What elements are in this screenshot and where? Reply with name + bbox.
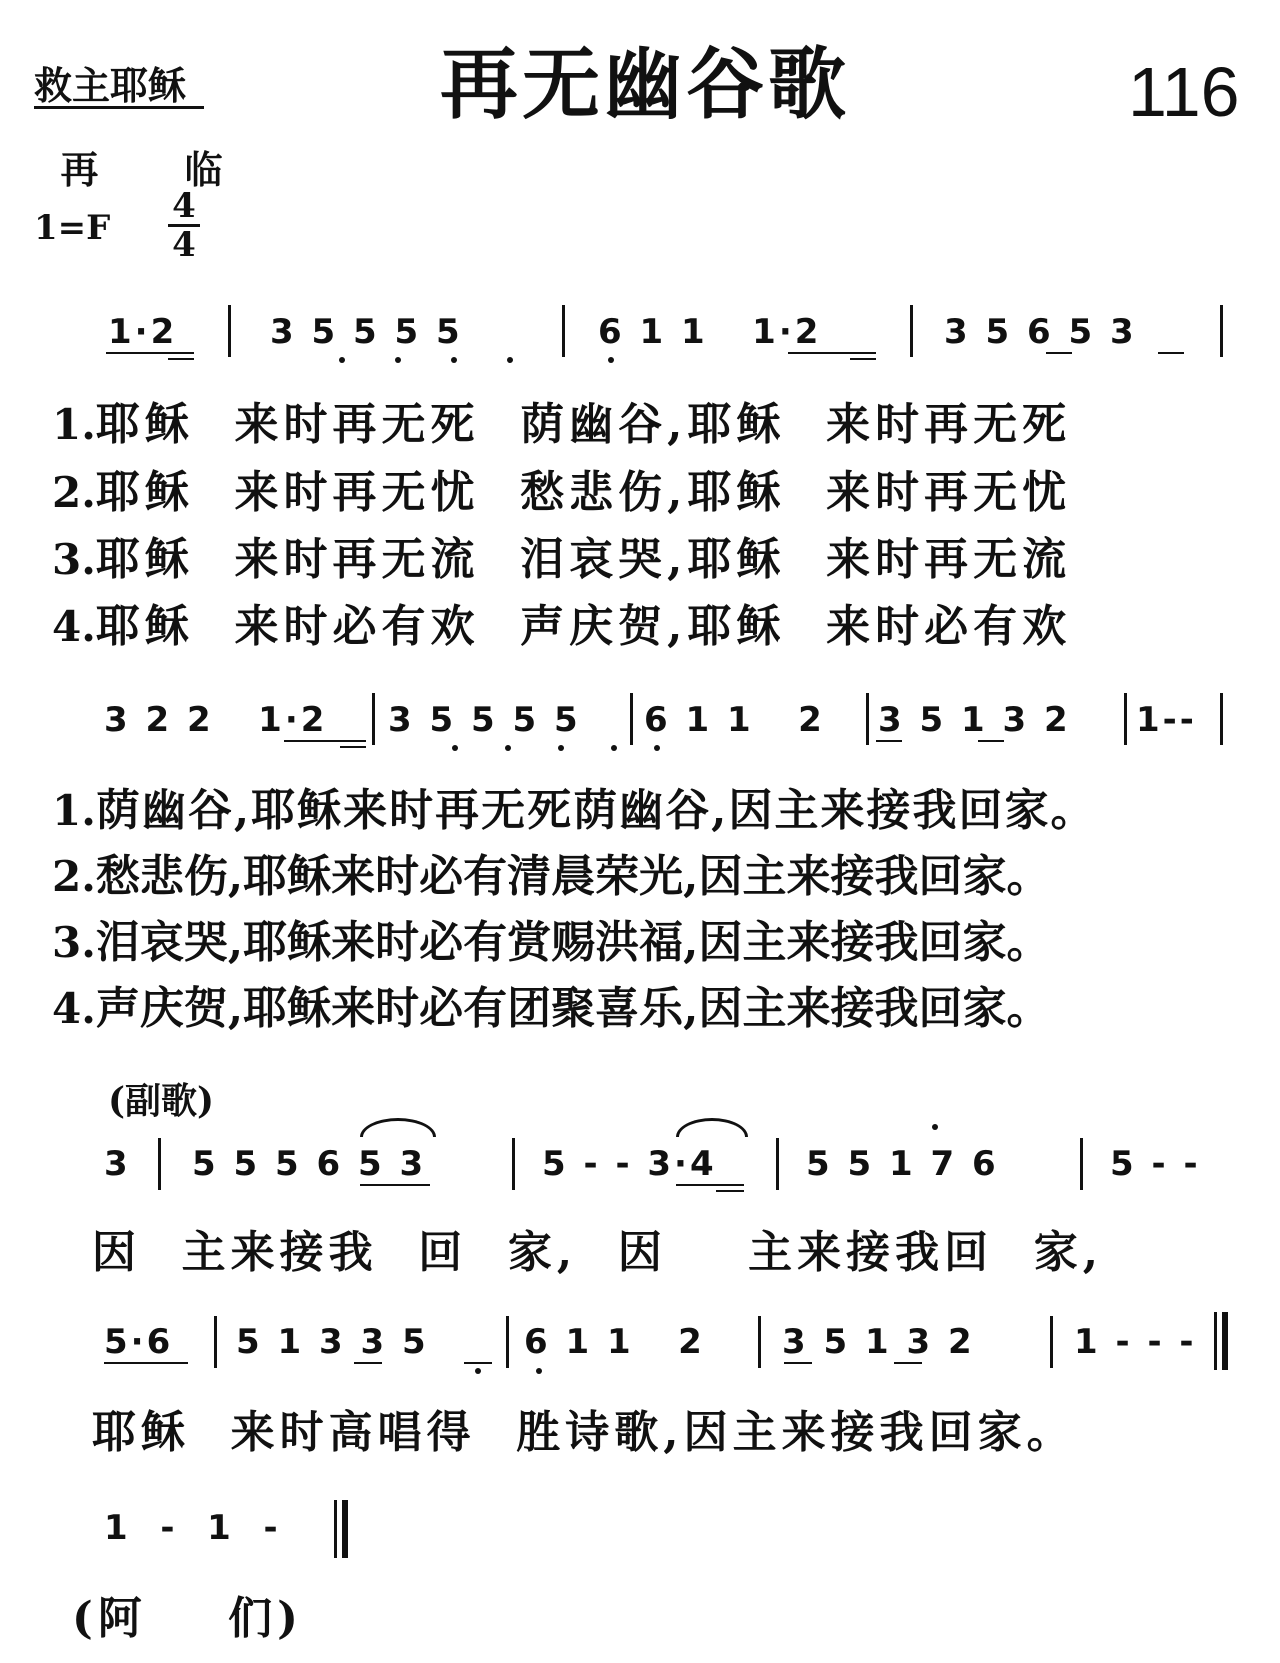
barline — [158, 1138, 161, 1190]
notes-c1-m3: 5 5 1 7 6 — [806, 1144, 999, 1184]
notes-s2-m2: 6 1 1 2 — [644, 700, 825, 740]
notes-c2-m0: 5·6 — [104, 1322, 174, 1362]
notes-c2-m2: 6 1 1 2 — [524, 1322, 705, 1362]
verse-number: 1. — [52, 786, 96, 835]
category-char-2: 临 — [184, 147, 223, 192]
notes-c1-m4: 5 - - — [1110, 1144, 1201, 1184]
low-octave-dot — [654, 745, 660, 751]
beam-line — [360, 1184, 430, 1186]
barline — [776, 1138, 779, 1190]
barline — [866, 693, 869, 745]
low-octave-dot — [395, 357, 401, 363]
beam-line — [354, 1362, 382, 1364]
high-octave-dot — [932, 1124, 938, 1130]
beam-line — [464, 1362, 492, 1364]
low-octave-dot — [505, 745, 511, 751]
verse-text: 耶稣 来时必有欢 声庆贺,耶稣 来时必有欢 — [95, 601, 1072, 652]
barline — [562, 305, 565, 357]
notes-s2-m3: 3 5 1 3 2 — [878, 700, 1071, 740]
notes-s1-m2: 6 1 1 1·2 — [598, 312, 822, 352]
verse-number: 1. — [52, 400, 96, 449]
beam-line — [106, 352, 194, 354]
barline — [512, 1138, 515, 1190]
verse-line — [52, 840, 1051, 904]
beam-line — [716, 1190, 744, 1192]
notes-s2-m4: 1-- — [1136, 700, 1197, 740]
time-signature-top: 4 — [168, 188, 200, 227]
slur — [360, 1118, 436, 1137]
beam-line — [168, 358, 194, 360]
verse-line — [52, 388, 1071, 452]
verse-line — [52, 523, 1071, 587]
slur — [676, 1118, 748, 1137]
beam-line — [850, 358, 876, 360]
low-octave-dot — [475, 1368, 481, 1374]
notes-amen: 1 - 1 - — [104, 1508, 281, 1548]
barline — [214, 1316, 217, 1368]
notes-s1-m0: 1·2 — [108, 312, 178, 352]
verse-text: 耶稣 来时再无流 泪哀哭,耶稣 来时再无流 — [95, 534, 1072, 585]
song-title: 再无幽谷歌 — [440, 39, 851, 130]
low-octave-dot — [536, 1368, 542, 1374]
notes-s1-m1: 3 5 5 5 5 — [270, 312, 463, 352]
chorus-lyric-1: 因 主来接我 回 家, 因 主来接我回 家, — [92, 1227, 1104, 1278]
barline — [758, 1316, 761, 1368]
verse-line — [52, 774, 1097, 838]
barline — [1050, 1316, 1053, 1368]
beam-line — [284, 740, 366, 742]
page-number: 116 — [1128, 53, 1240, 131]
beam-line — [1158, 352, 1184, 354]
notes-c2-m3: 3 5 1 3 2 — [782, 1322, 975, 1362]
beam-line — [340, 746, 366, 748]
category-line-1: 救主耶稣 — [34, 66, 204, 109]
key-signature: 1=F — [34, 208, 111, 248]
verse-text: 耶稣 来时再无忧 愁悲伤,耶稣 来时再无忧 — [95, 467, 1072, 518]
barline — [372, 693, 375, 745]
notes-c1-m1: 5 5 5 6 5 3 — [192, 1144, 427, 1184]
amen-lyric: (阿 们) — [72, 1593, 303, 1644]
beam-line — [676, 1184, 744, 1186]
barline — [1124, 693, 1127, 745]
verse-number: 3. — [52, 918, 96, 967]
low-octave-dot — [611, 745, 617, 751]
final-barline-thick — [342, 1500, 348, 1558]
verse-text: 愁悲伤,耶稣来时必有清晨荣光,因主来接我回家。 — [95, 851, 1051, 902]
verse-number: 4. — [52, 602, 96, 651]
beam-line — [788, 352, 876, 354]
beam-line — [876, 740, 902, 742]
barline — [1220, 693, 1223, 745]
final-barline-thick — [1222, 1312, 1228, 1370]
low-octave-dot — [608, 357, 614, 363]
notes-c2-m4: 1 - - - — [1074, 1322, 1197, 1362]
verse-line — [52, 972, 1051, 1036]
beam-line — [978, 740, 1004, 742]
notes-s2-m1: 3 5 5 5 5 — [388, 700, 581, 740]
final-barline-thin — [334, 1500, 337, 1558]
barline — [1080, 1138, 1083, 1190]
verse-text: 耶稣 来时再无死 荫幽谷,耶稣 来时再无死 — [95, 399, 1072, 450]
barline — [506, 1316, 509, 1368]
time-signature — [168, 188, 200, 263]
barline — [630, 693, 633, 745]
verse-line — [52, 590, 1071, 654]
notes-c1-m2: 5 - - 3·4 — [542, 1144, 717, 1184]
verse-number: 4. — [52, 984, 96, 1033]
barline — [228, 305, 231, 357]
verse-number: 3. — [52, 535, 96, 584]
low-octave-dot — [558, 745, 564, 751]
category-line-2 — [34, 110, 223, 192]
chorus-label: (副歌) — [108, 1080, 215, 1122]
beam-line — [1046, 352, 1072, 354]
barline — [910, 305, 913, 357]
verse-number: 2. — [52, 852, 96, 901]
category-char-1: 再 — [60, 147, 99, 192]
final-barline-thin — [1214, 1312, 1217, 1370]
verse-line — [52, 906, 1051, 970]
barline — [1220, 305, 1223, 357]
low-octave-dot — [507, 357, 513, 363]
beam-line — [104, 1362, 188, 1364]
beam-line — [784, 1362, 812, 1364]
notes-s2-m0: 3 2 2 1·2 — [104, 700, 328, 740]
verse-text: 荫幽谷,耶稣来时再无死荫幽谷,因主来接我回家。 — [95, 785, 1097, 836]
verse-text: 泪哀哭,耶稣来时必有赏赐洪福,因主来接我回家。 — [95, 917, 1051, 968]
verse-text: 声庆贺,耶稣来时必有团聚喜乐,因主来接我回家。 — [95, 983, 1051, 1034]
notes-c1-m0: 3 — [104, 1144, 131, 1184]
verse-number: 2. — [52, 468, 96, 517]
verse-line — [52, 456, 1071, 520]
low-octave-dot — [339, 357, 345, 363]
notes-s1-m3: 3 5 6 5 3 — [944, 312, 1137, 352]
time-signature-bottom: 4 — [172, 225, 196, 265]
chorus-lyric-2: 耶稣 来时高唱得 胜诗歌,因主来接我回家。 — [92, 1407, 1076, 1458]
low-octave-dot — [452, 745, 458, 751]
beam-line — [894, 1362, 922, 1364]
notes-c2-m1: 5 1 3 3 5 — [236, 1322, 429, 1362]
low-octave-dot — [451, 357, 457, 363]
